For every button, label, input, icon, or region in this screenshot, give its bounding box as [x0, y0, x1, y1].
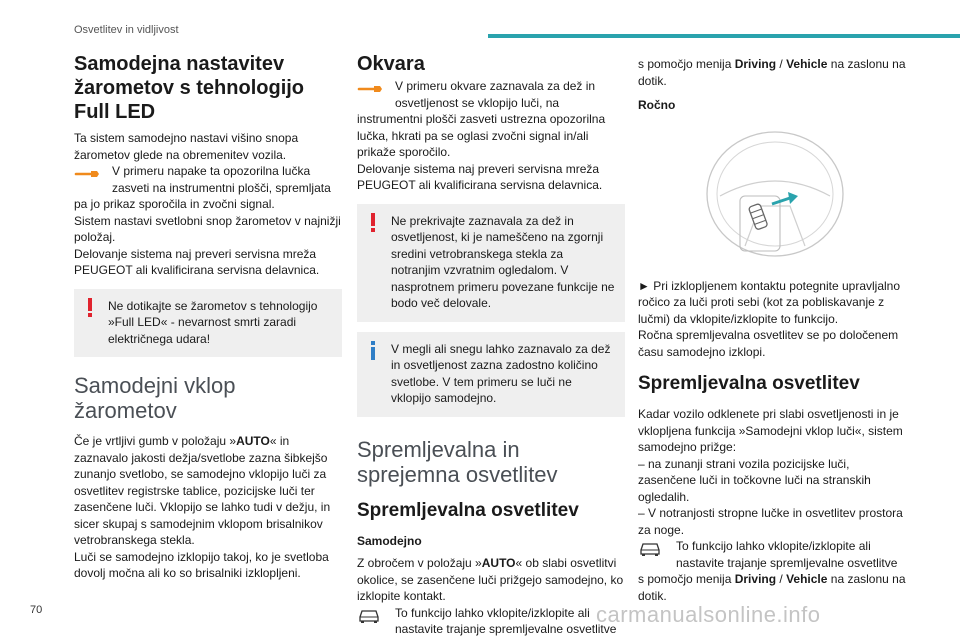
paragraph: Delovanje sistema naj preveri servisna mreža PEUGEOT ali kvalificirana servisna delavnica. — [357, 161, 603, 192]
paragraph: Luči se samodejno izklopijo takoj, ko je svetloba dovolj močna ali ko so brisalniki izklopljeni. — [74, 549, 329, 580]
warning-light-line — [357, 78, 625, 111]
paragraph: s pomočjo menija Driving / Vehicle na zaslonu na dotik. — [638, 57, 906, 88]
warning-box — [357, 204, 625, 322]
warning-light-line — [74, 163, 342, 196]
warning-box — [74, 289, 342, 358]
exclamation-icon — [86, 298, 94, 323]
info-text-line1: V megli ali snegu lahko zaznavalo za dež — [391, 341, 611, 356]
paragraph: ► Pri izklopljenem kontaktu potegnite upravljalno ročico za luči proti sebi (kot za pobliskavanje z lučmi) da vklopite/izklopite to funkcijo. — [638, 278, 901, 326]
heading-accompany-welcome: Spremljevalna in sprejemna osvetlitev — [357, 436, 558, 487]
heading-okvara: Okvara — [357, 53, 425, 75]
heading-full-led: Samodejna nastavitev žarometov s tehnologijo Full LED — [74, 53, 305, 123]
section-header-text: Osvetlitev in vidljivost — [74, 24, 179, 36]
paragraph: V primeru okvare zaznavala za dež in osvetljenost se vklopijo luči, na — [395, 79, 596, 110]
touchscreen-note-line — [638, 538, 906, 571]
paragraph: pa jo prikaz sporočila in zvočni signal. — [74, 197, 275, 211]
lever-stalk — [748, 203, 767, 230]
warning-text-line1: Ne dotikajte se žarometov s tehnologijo — [108, 298, 318, 313]
list-item: – na zunanji strani vozila pozicijske luči, zasenčene luči in točkovne luči na stranskih ogledalih. — [638, 456, 871, 504]
info-text-rest: in osvetljenost zazna zadostno količino svetlobe. V tem primeru se luči ne vklopijo samodejno. — [391, 358, 598, 405]
paragraph: Z obročem v položaju »AUTO« ob slabi osvetlitvi okolice, se zasenčene luči prižgejo samodejno, ko izklopite kontakt. — [357, 556, 624, 603]
heading-accompany-light: Spremljevalna osvetlitev — [357, 499, 579, 521]
paragraph: Delovanje sistema naj preveri servisna mreža PEUGEOT ali kvalificirana servisna delavnica. — [74, 246, 320, 277]
paragraph: s pomočjo menija Driving / Vehicle na zaslonu na dotik. — [638, 572, 906, 603]
car-settings-icon — [638, 538, 676, 560]
page-number: 70 — [30, 604, 43, 616]
heading-welcome-light: Spremljevalna osvetlitev — [638, 373, 860, 394]
warning-text-rest: »Full LED« - nevarnost smrti zaradi električnega udara! — [108, 315, 297, 346]
paragraph: To funkcijo lahko vklopite/izklopite ali nastavite trajanje spremljevalne osvetlitve — [676, 539, 898, 570]
paragraph: Sistem nastavi svetlobni snop žarometov v najnižji položaj. — [74, 213, 341, 244]
warning-text-line1: Ne prekrivajte zaznavala za dež in — [391, 213, 574, 228]
paragraph: V primeru napake ta opozorilna lučka zasveti na instrumentni plošči, spremljata — [112, 164, 331, 195]
paragraph: Ročna spremljevalna osvetlitev se po določenem času samodejno izklopi. — [638, 328, 899, 359]
warning-text-rest: osvetljenost, ki je nameščeno na zgornji sredini vetrobranskega stekla za notranjim vzvratnim ogledalom. V nasprotnem primeru povezane funkcije ne bodo več delovale. — [391, 230, 615, 310]
steering-wheel-illustration — [690, 126, 860, 266]
car-settings-icon — [357, 605, 395, 627]
column-2 — [357, 52, 625, 638]
paragraph: Kadar vozilo odklenete pri slabi osvetljenosti in je vklopljena funkcija »Samodejni vklop luči«, sistem samodejno prižge: — [638, 407, 903, 454]
heading-auto-lights: Samodejni vklop žarometov — [74, 373, 236, 423]
watermark: carmanualsonline.info — [596, 602, 821, 627]
touchscreen-note-line — [357, 605, 625, 638]
exclamation-icon — [369, 213, 377, 238]
info-icon — [369, 341, 377, 366]
column-1 — [74, 52, 342, 582]
paragraph: Če je vrtljivi gumb v položaju »AUTO« in zaznavalo jakosti dežja/svetlobe zazna šibkejšo zunanjo svetlobo, se samodejno vklopijo luči za osvetlitev registrske tablice, pozicijske luči ter zasenčene luči. Vklopijo se lahko tudi v dežju, in sicer skupaj s samodejnim vklopom brisalnikov vetrobranskega stekla. — [74, 434, 331, 547]
column-3 — [638, 56, 906, 604]
pull-arrow — [772, 198, 790, 204]
paragraph: To funkcijo lahko vklopite/izklopite ali nastavite trajanje spremljevalne osvetlitve — [395, 605, 617, 636]
wrench-warning-icon — [357, 78, 395, 100]
heading-automatic: Samodejno — [357, 533, 422, 548]
wrench-warning-icon — [74, 163, 112, 185]
info-box — [357, 332, 625, 417]
section-header-bar — [488, 34, 960, 38]
paragraph: Ta sistem samodejno nastavi višino snopa žarometov glede na obremenitev vozila. — [74, 131, 299, 162]
list-item: – V notranjosti stropne lučke in osvetlitev prostora za noge. — [638, 506, 903, 537]
heading-manual: Ročno — [638, 98, 676, 112]
paragraph: instrumentni plošči zasveti ustrezna opozorilna lučka, hkrati pa se oglasi zvočni signal in/ali prikaže sporočilo. — [357, 112, 606, 159]
